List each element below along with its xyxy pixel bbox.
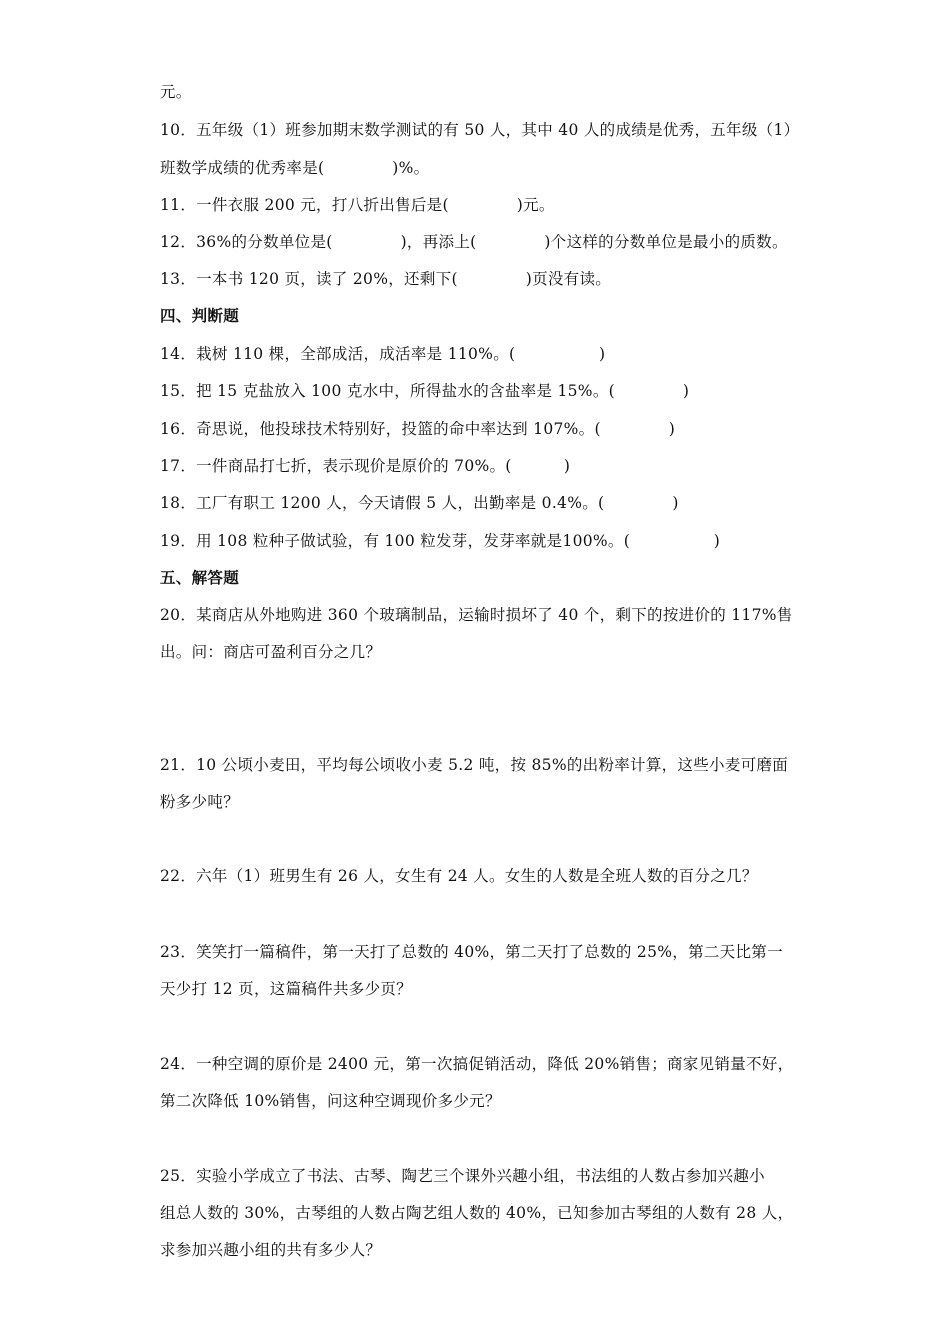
section-heading-true-false: 四、判断题: [160, 306, 240, 325]
question-12: 12．36%的分数单位是( )，再添上( )个这样的分数单位是最小的质数。: [160, 233, 788, 251]
question-13: 13．一本书 120 页，读了 20%，还剩下( )页没有读。: [160, 270, 612, 288]
question-25-line-1: 25．实验小学成立了书法、古琴、陶艺三个课外兴趣小组，书法组的人数占参加兴趣小: [160, 1167, 765, 1185]
question-24-line-2: 第二次降低 10%销售，问这种空调现价多少元？: [160, 1092, 501, 1110]
question-23-line-2: 天少打 12 页，这篇稿件共多少页？: [160, 980, 412, 998]
question-20-line-2: 出。问：商店可盈利百分之几？: [160, 643, 382, 661]
question-25-line-3: 求参加兴趣小组的共有多少人？: [160, 1241, 382, 1259]
question-16: 16．奇思说，他投球技术特别好，投篮的命中率达到 107%。( ): [160, 420, 676, 438]
question-19: 19．用 108 粒种子做试验，有 100 粒发芽，发芽率就是100%。( ): [160, 532, 721, 550]
question-20-line-1: 20．某商店从外地购进 360 个玻璃制品，运输时损坏了 40 个，剩下的按进价的 117%售: [160, 606, 793, 624]
question-22: 22．六年（1）班男生有 26 人，女生有 24 人。女生的人数是全班人数的百分之几？: [160, 867, 758, 885]
question-18: 18．工厂有职工 1200 人，今天请假 5 人，出勤率是 0.4%。( ): [160, 494, 679, 512]
question-23-line-1: 23．笑笑打一篇稿件，第一天打了总数的 40%，第二天打了总数的 25%，第二天比第一: [160, 943, 783, 961]
question-21-line-1: 21．10 公顷小麦田，平均每公顷收小麦 5.2 吨，按 85%的出粉率计算，这些小麦可磨面: [160, 756, 789, 774]
q9-continuation: 元。: [160, 83, 192, 101]
section-heading-word-problems: 五、解答题: [160, 568, 240, 587]
question-11: 11．一件衣服 200 元，打八折出售后是( )元。: [160, 196, 555, 214]
question-25-line-2: 组总人数的 30%，古琴组的人数占陶艺组人数的 40%，已知参加古琴组的人数有 28 人，: [160, 1204, 794, 1222]
question-10-line-1: 10．五年级（1）班参加期末数学测试的有 50 人，其中 40 人的成绩是优秀，五年级（1）: [160, 121, 800, 139]
question-14: 14．栽树 110 棵，全部成活，成活率是 110%。( ): [160, 345, 606, 363]
question-15: 15．把 15 克盐放入 100 克水中，所得盐水的含盐率是 15%。( ): [160, 382, 690, 400]
question-17: 17．一件商品打七折，表示现价是原价的 70%。( ): [160, 457, 571, 475]
question-21-line-2: 粉多少吨？: [160, 793, 240, 811]
question-10-line-2: 班数学成绩的优秀率是( )%。: [160, 159, 430, 177]
question-24-line-1: 24．一种空调的原价是 2400 元，第一次搞促销活动，降低 20%销售；商家见销量不好，: [160, 1055, 794, 1073]
